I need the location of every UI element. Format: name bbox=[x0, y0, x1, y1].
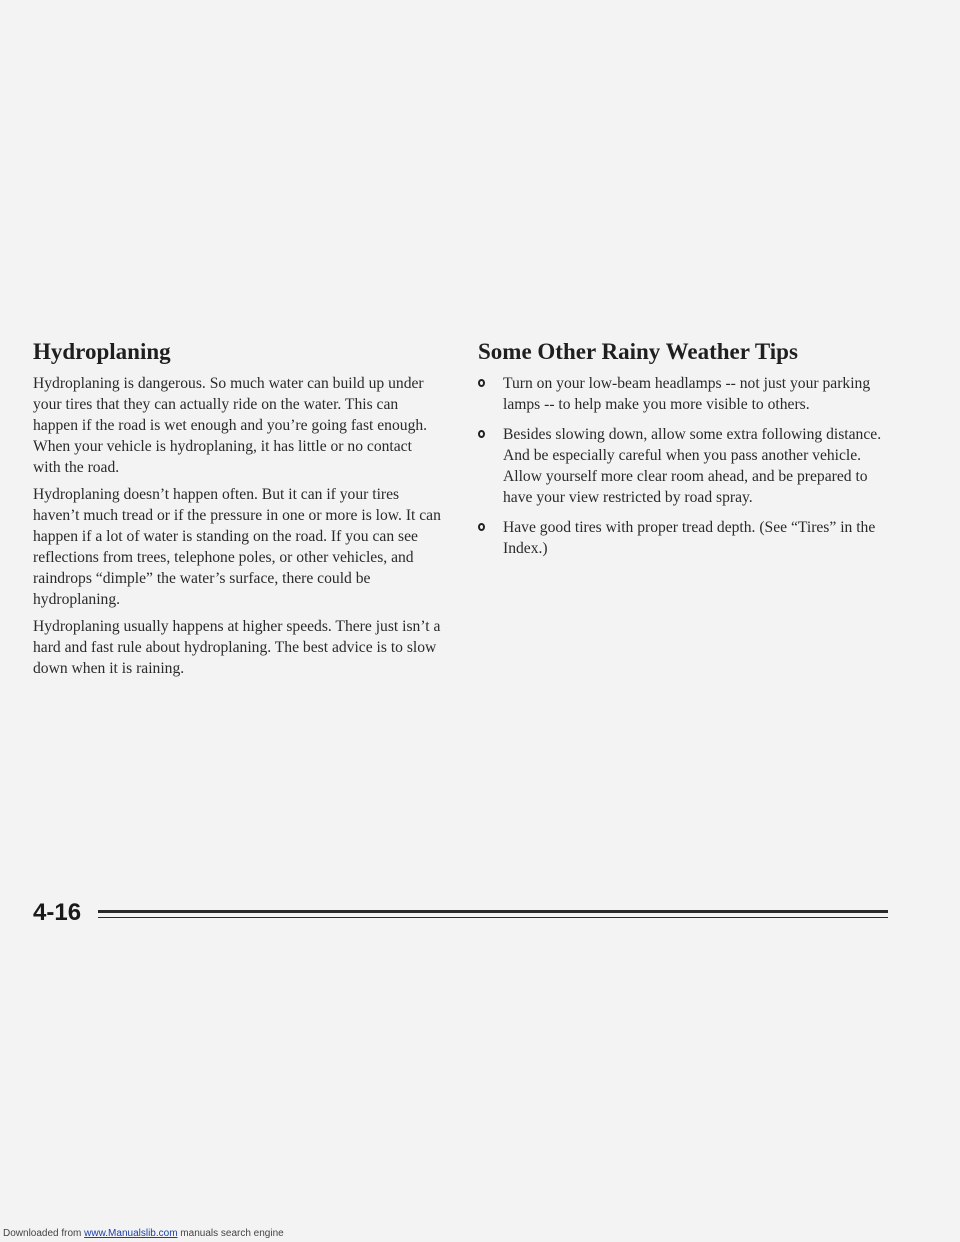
list-item-text: Have good tires with proper tread depth. (See “Tires” in the Index.) bbox=[503, 519, 876, 557]
bullet-icon bbox=[478, 523, 485, 531]
page-number: 4-16 bbox=[33, 899, 82, 926]
list-item-text: Besides slowing down, allow some extra following distance. And be especially careful when you pass another vehicle. Allow yourself more clear room ahead, and be prepared to have your view restricted by road spray. bbox=[503, 426, 882, 506]
page-rule bbox=[98, 917, 888, 918]
page-rule bbox=[98, 910, 888, 913]
section-title-rainy-weather-tips: Some Other Rainy Weather Tips bbox=[478, 339, 798, 364]
bullet-icon bbox=[478, 379, 485, 387]
list-item bbox=[478, 424, 888, 508]
list-item bbox=[478, 517, 888, 559]
paragraph: Hydroplaning is dangerous. So much water can build up under your tires that they can actually ride on the water. This can happen if the road is wet enough and you’re going fast enough. When your vehicle is hydroplaning, it has little or no contact with the road. bbox=[33, 375, 428, 476]
list-item bbox=[478, 373, 888, 415]
footer-suffix: manuals search engine bbox=[177, 1228, 284, 1239]
footer-prefix: Downloaded from bbox=[3, 1228, 85, 1239]
paragraph: Hydroplaning doesn’t happen often. But it can if your tires haven’t much tread or if the pressure in one or more is low. It can happen if a lot of water is standing on the road. If you can see reflections from trees, telephone poles, or other vehicles, and raindrops “dimple” the water’s surface, there could be hydroplaning. bbox=[33, 486, 441, 608]
list-item-text: Turn on your low-beam headlamps -- not just your parking lamps -- to help make you more visible to others. bbox=[503, 375, 871, 413]
download-footer bbox=[3, 1228, 284, 1240]
hydroplaning-body bbox=[33, 373, 443, 685]
manualslib-link[interactable]: www.Manualslib.com bbox=[84, 1228, 178, 1239]
paragraph: Hydroplaning usually happens at higher speeds. There just isn’t a hard and fast rule about hydroplaning. The best advice is to slow down when it is raining. bbox=[33, 618, 441, 677]
bullet-icon bbox=[478, 430, 485, 438]
rainy-weather-tips-list bbox=[478, 373, 888, 568]
section-title-hydroplaning: Hydroplaning bbox=[33, 339, 171, 364]
